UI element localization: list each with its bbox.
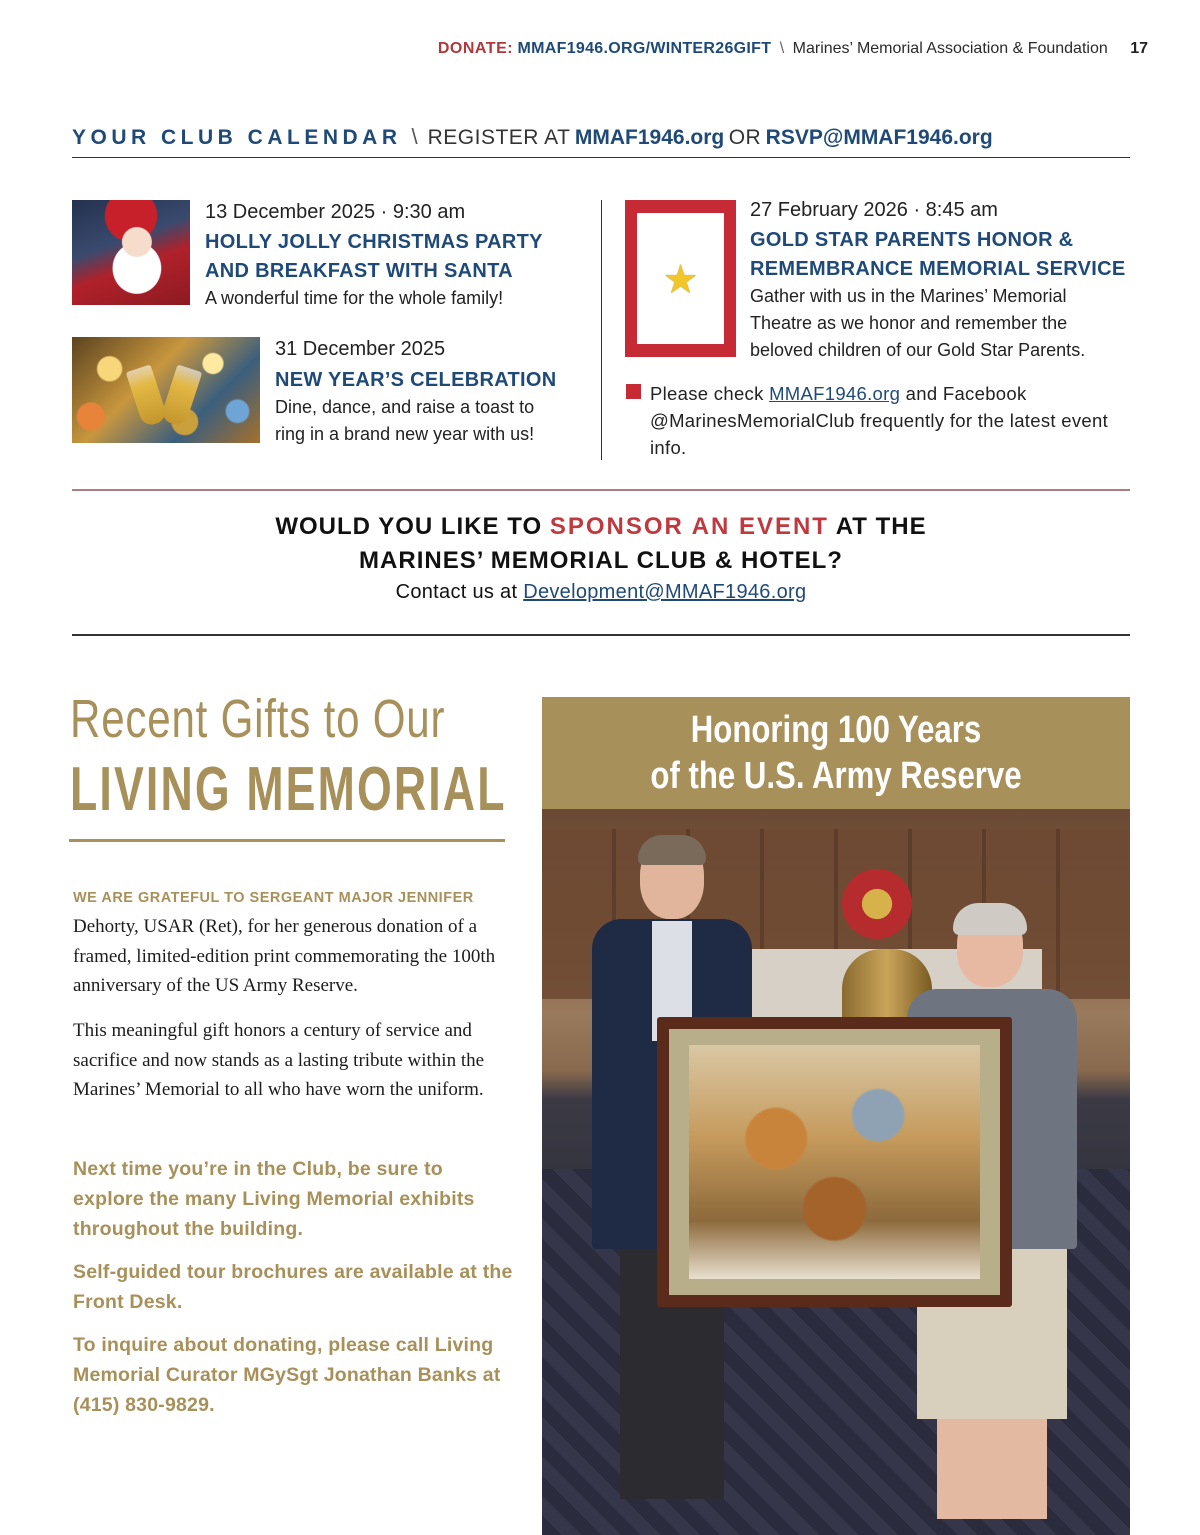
gifts-title-line1: Recent Gifts to Our <box>70 689 446 749</box>
calendar-heading <box>72 124 1130 158</box>
champagne-photo <box>72 337 260 443</box>
contact-text: Contact us at <box>395 581 518 603</box>
sponsor-text: AT THE <box>835 513 927 540</box>
gold-star-flag <box>625 200 736 357</box>
running-header <box>438 40 1148 58</box>
callout-paragraph: Next time you’re in the Club, be sure to explore the many Living Memorial exhibits throughout the building. <box>73 1158 475 1240</box>
event-description <box>275 394 534 448</box>
print-artwork <box>689 1045 980 1279</box>
register-link[interactable]: MMAF1946.org <box>574 126 725 149</box>
banner-line: of the U.S. Army Reserve <box>650 755 1022 797</box>
gift-paragraph: Dehorty, USAR (Ret), for her generous donation of a framed, limited-edition print commemorating the 100th anniversary of the US Army Reserve. <box>73 916 496 996</box>
note-text: and Facebook @MarinesMemorialClub frequently for the latest event info. <box>650 383 1109 458</box>
event-title-line: HOLLY JOLLY CHRISTMAS PARTY <box>205 231 543 253</box>
sponsor-highlight: SPONSOR AN EVENT <box>549 513 829 540</box>
or-text: OR <box>728 126 762 149</box>
donation-photo <box>542 809 1130 1535</box>
banner-line: Honoring 100 Years <box>690 709 982 751</box>
callout-paragraph: To inquire about donating, please call Living Memorial Curator MGySgt Jonathan Banks at (415) 830-9829. <box>73 1334 501 1416</box>
donate-link[interactable]: MMAF1946.ORG/WINTER26GIFT <box>517 40 772 57</box>
santa-photo <box>72 200 190 305</box>
event-description: A wonderful time for the whole family! <box>205 288 504 308</box>
section-divider <box>72 489 1130 491</box>
event-date: 31 December 2025 <box>275 338 446 360</box>
calendar-title: YOUR CLUB CALENDAR <box>72 126 402 149</box>
event-date: 27 February 2026 · 8:45 am <box>750 199 998 221</box>
title-rule <box>69 839 505 842</box>
page-number: 17 <box>1130 40 1148 57</box>
event-date: 13 December 2025 · 9:30 am <box>205 201 466 223</box>
event-title-line: GOLD STAR PARENTS HONOR & <box>750 229 1074 251</box>
calendar-note <box>650 380 1110 461</box>
event-title <box>205 228 543 286</box>
sponsor-line <box>72 510 1130 544</box>
event-title <box>750 226 1125 284</box>
sponsor-contact <box>72 581 1130 604</box>
event-description-line: Theatre as we honor and remember the <box>750 313 1068 333</box>
event-title-line: REMEMBRANCE MEMORIAL SERVICE <box>750 258 1126 280</box>
contact-email-link[interactable]: Development@MMAF1946.org <box>523 581 807 603</box>
section-divider <box>72 634 1130 636</box>
event-title-line: AND BREAKFAST WITH SANTA <box>205 260 513 282</box>
event-description-line: ring in a brand new year with us! <box>275 424 535 444</box>
callout-paragraph: Self-guided tour brochures are available at the Front Desk. <box>73 1261 513 1313</box>
flag-field <box>637 213 724 344</box>
note-link[interactable]: MMAF1946.org <box>769 383 901 404</box>
event-description-line: Dine, dance, and raise a toast to <box>275 397 535 417</box>
calendar-separator: \ <box>411 124 418 149</box>
gift-paragraph: This meaningful gift honors a century of service and sacrifice and now stands as a lasting tribute within the Marines’ Memorial to all who have worn the uniform. <box>73 1020 485 1100</box>
framed-print <box>657 1017 1012 1307</box>
gift-lead-in: WE ARE GRATEFUL TO SERGEANT MAJOR JENNIFER <box>73 890 474 906</box>
column-divider <box>601 200 602 460</box>
gold-star-icon: ★ <box>662 258 699 302</box>
gifts-title-line2: LIVING MEMORIAL <box>70 755 507 824</box>
note-text: Please check <box>650 383 764 404</box>
rsvp-email-link[interactable]: RSVP@MMAF1946.org <box>765 126 993 149</box>
photo-seal <box>842 869 912 939</box>
sponsor-heading <box>72 510 1130 578</box>
event-description-line: Gather with us in the Marines’ Memorial <box>750 286 1067 306</box>
register-text: REGISTER AT <box>427 126 571 149</box>
event-description-line: beloved children of our Gold Star Parents. <box>750 340 1086 360</box>
glass-shape <box>126 364 169 427</box>
feature-banner <box>542 697 1130 809</box>
bullet-square-icon <box>626 384 641 399</box>
glass-shape <box>160 364 203 427</box>
header-separator: \ <box>779 40 785 57</box>
org-name: Marines’ Memorial Association & Foundation <box>792 40 1108 57</box>
event-description <box>750 283 1085 364</box>
sponsor-text: WOULD YOU LIKE TO <box>275 513 543 540</box>
event-title: NEW YEAR’S CELEBRATION <box>275 369 557 391</box>
sponsor-line: MARINES’ MEMORIAL CLUB & HOTEL? <box>359 547 843 574</box>
donate-label: DONATE: <box>437 40 514 57</box>
